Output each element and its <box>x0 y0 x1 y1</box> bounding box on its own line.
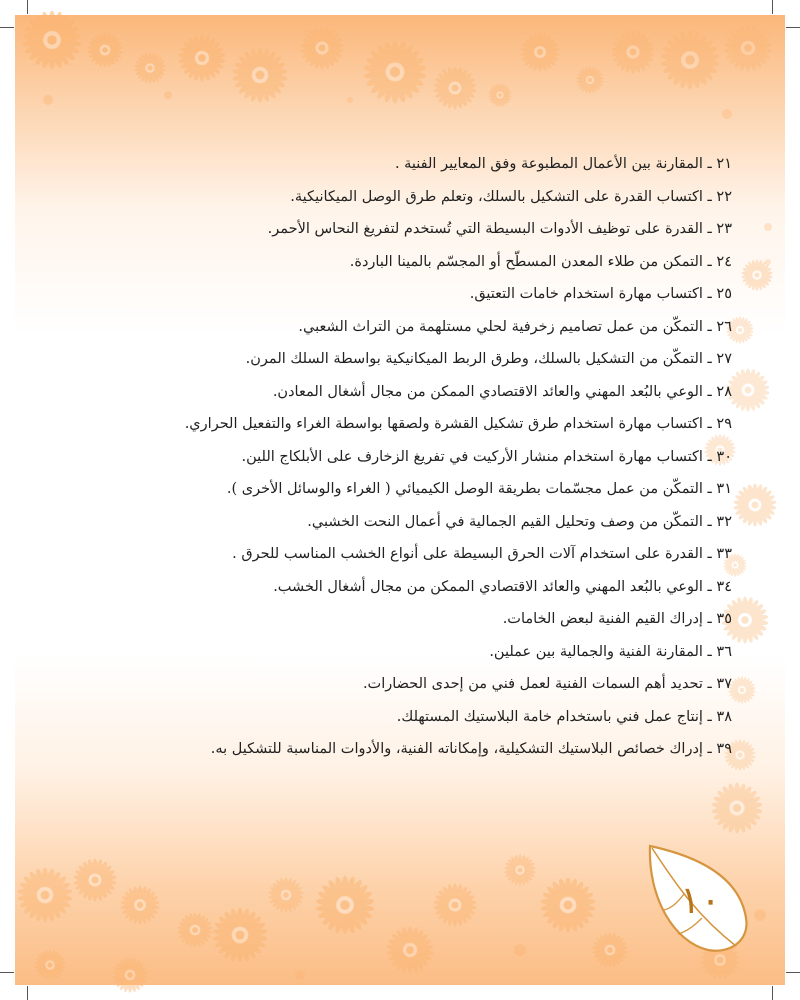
objective-number: ٢٣ <box>716 221 732 237</box>
flower-icon <box>724 24 771 71</box>
objective-number: ٣٧ <box>716 676 732 692</box>
objective-item: ٣٠ ـ اكتساب مهارة استخدام منشار الأركيت في تفريغ الزخارف على الأبلكاج اللين. <box>241 448 732 465</box>
objective-text: اكتساب مهارة استخدام طرق تشكيل القشرة ولصقها بواسطة الغراء والتفعيل الحراري. <box>184 416 703 432</box>
objective-number: ٣٠ <box>716 448 732 465</box>
flower-icon <box>120 885 159 924</box>
objective-text: المقارنة بين الأعمال المطبوعة وفق المعايير الفنية . <box>394 156 703 172</box>
flower-icon <box>17 868 72 923</box>
objective-item: ٢٦ ـ التمكّن من عمل تصاميم زخرفية لحلي مستلهمة من التراث الشعبي. <box>298 318 732 335</box>
flower-icon <box>433 883 476 926</box>
flower-icon <box>177 912 212 947</box>
objective-item: ٢٢ ـ اكتساب القدرة على التشكيل بالسلك، وتعلم طرق الوصل الميكانيكية. <box>290 188 732 205</box>
flower-icon <box>34 949 66 980</box>
objective-number: ٢٥ <box>716 286 732 302</box>
objective-item: ٢٥ ـ اكتساب مهارة استخدام خامات التعتيق. <box>469 286 732 302</box>
objective-text: إنتاج عمل فني باستخدام خامة البلاستيك المستهلك. <box>396 708 703 725</box>
objective-number: ٣١ <box>716 481 732 497</box>
objective-number: ٢١ <box>716 156 732 172</box>
objective-text: الوعي بالبُعد المهني والعائد الاقتصادي الممكن من مجال أشغال الخشب. <box>273 578 703 595</box>
objective-item: ٣٥ ـ إدراك القيم الفنية لبعض الخامات. <box>502 611 732 627</box>
objective-text: التمكّن من التشكيل بالسلك، وطرق الربط الميكانيكية بواسطة السلك المرن. <box>245 351 703 367</box>
flower-icon <box>660 31 719 90</box>
objective-item: ٣٧ ـ تحديد أهم السمات الفنية لعمل فني من إحدى الحضارات. <box>362 676 732 692</box>
objective-item: ٢٩ ـ اكتساب مهارة استخدام طرق تشكيل القشرة ولصقها بواسطة الغراء والتفعيل الحراري. <box>184 416 732 432</box>
objective-text: القدرة على توظيف الأدوات البسيطة التي تُستخدم لتفريغ النحاس الأحمر. <box>267 221 703 237</box>
objective-text: إدراك القيم الفنية لبعض الخامات. <box>502 611 703 627</box>
flower-icon <box>611 30 654 73</box>
objective-text: التمكّن من عمل تصاميم زخرفية لحلي مستلهمة من التراث الشعبي. <box>298 318 703 335</box>
objective-text: اكتساب مهارة استخدام منشار الأركيت في تفريغ الزخارف على الأبلكاج اللين. <box>241 448 703 465</box>
objective-text: التمكن من طلاء المعدن المسطّح أو المجسّم بالمينا الباردة. <box>349 253 703 270</box>
objective-number: ٢٢ <box>716 188 732 205</box>
objective-text: اكتساب القدرة على التشكيل بالسلك، وتعلم طرق الوصل الميكانيكية. <box>290 188 703 205</box>
flower-icon <box>711 783 762 834</box>
dot-decoration <box>347 97 353 103</box>
objective-text: اكتساب مهارة استخدام خامات التعتيق. <box>469 286 703 302</box>
flower-icon <box>22 11 81 70</box>
objective-item: ٣٦ ـ المقارنة الفنية والجمالية بين عملين. <box>489 643 732 660</box>
objective-item: ٢٧ ـ التمكّن من التشكيل بالسلك، وطرق الربط الميكانيكية بواسطة السلك المرن. <box>245 351 732 367</box>
objective-text: الوعي بالبُعد المهني والعائد الاقتصادي الممكن من مجال أشغال المعادن. <box>272 383 703 400</box>
objective-number: ٣٣ <box>716 546 732 562</box>
objective-item: ٣١ ـ التمكّن من عمل مجسّمات بطريقة الوصل الكيميائي ( الغراء والوسائل الأخرى ). <box>226 481 732 497</box>
flower-icon <box>112 957 147 992</box>
objective-item: ٣٩ ـ إدراك خصائص البلاستيك التشكيلية، وإمكاناته الفنية، والأدوات المناسبة للتشكيل به. <box>210 741 732 757</box>
flower-icon <box>726 368 769 411</box>
flower-icon <box>520 32 559 71</box>
objective-item: ٢٨ ـ الوعي بالبُعد المهني والعائد الاقتصادي الممكن من مجال أشغال المعادن. <box>272 383 732 400</box>
objective-number: ٢٨ <box>716 383 732 400</box>
flower-icon <box>178 34 225 81</box>
flower-icon <box>576 66 604 93</box>
objective-item: ٣٤ ـ الوعي بالبُعد المهني والعائد الاقتصادي الممكن من مجال أشغال الخشب. <box>273 578 732 595</box>
flower-icon <box>733 483 776 526</box>
objective-text: التمكّن من وصف وتحليل القيم الجمالية في أعمال النحت الخشبي. <box>307 513 703 530</box>
flower-icon <box>212 908 267 963</box>
flower-icon <box>433 66 476 109</box>
flower-icon <box>504 854 536 885</box>
dot-decoration <box>164 91 172 99</box>
objective-item: ٢١ ـ المقارنة بين الأعمال المطبوعة وفق المعايير الفنية . <box>394 156 732 172</box>
flower-icon <box>300 26 343 69</box>
dot-decoration <box>764 223 772 231</box>
objective-text: القدرة على استخدام آلات الحرق البسيطة على أنواع الخشب المناسب للحرق . <box>232 546 703 562</box>
objective-text: تحديد أهم السمات الفنية لعمل فني من إحدى الحضارات. <box>362 676 703 692</box>
flower-icon <box>232 48 287 103</box>
flower-icon <box>134 52 166 83</box>
objective-text: المقارنة الفنية والجمالية بين عملين. <box>489 643 703 660</box>
flower-icon <box>488 83 512 107</box>
page-number: ١٠ <box>680 878 721 922</box>
objective-text: التمكّن من عمل مجسّمات بطريقة الوصل الكيميائي ( الغراء والوسائل الأخرى ). <box>226 481 703 497</box>
objective-number: ٢٩ <box>716 416 732 432</box>
dot-decoration <box>765 259 771 265</box>
dot-decoration <box>295 970 305 980</box>
objective-number: ٢٦ <box>716 318 732 335</box>
dot-decoration <box>43 95 53 105</box>
objective-number: ٣٩ <box>716 741 732 757</box>
objective-number: ٣٤ <box>716 578 732 595</box>
dot-decoration <box>722 109 732 119</box>
flower-icon <box>540 878 595 933</box>
flower-icon <box>386 926 433 973</box>
objective-number: ٣٨ <box>716 708 732 725</box>
flower-icon <box>315 876 374 935</box>
objective-number: ٣٥ <box>716 611 732 627</box>
objective-number: ٢٧ <box>716 351 732 367</box>
objective-text: إدراك خصائص البلاستيك التشكيلية، وإمكاناته الفنية، والأدوات المناسبة للتشكيل به. <box>210 741 703 757</box>
flower-icon <box>728 676 756 703</box>
flower-icon <box>363 41 426 104</box>
objective-item: ٢٣ ـ القدرة على توظيف الأدوات البسيطة التي تُستخدم لتفريغ النحاس الأحمر. <box>267 221 732 237</box>
objectives-list <box>140 148 732 766</box>
objective-item: ٣٢ ـ التمكّن من وصف وتحليل القيم الجمالية في أعمال النحت الخشبي. <box>307 513 732 530</box>
objective-number: ٣٦ <box>716 643 732 660</box>
flower-icon <box>268 877 303 912</box>
objective-item: ٣٣ ـ القدرة على استخدام آلات الحرق البسيطة على أنواع الخشب المناسب للحرق . <box>232 546 732 562</box>
flower-icon <box>73 858 116 901</box>
flower-icon <box>87 32 122 67</box>
objective-number: ٢٤ <box>716 253 732 270</box>
objective-item: ٣٨ ـ إنتاج عمل فني باستخدام خامة البلاستيك المستهلك. <box>396 708 732 725</box>
objective-number: ٣٢ <box>716 513 732 530</box>
dot-decoration <box>514 944 526 956</box>
flower-icon <box>592 932 627 967</box>
objective-item: ٢٤ ـ التمكن من طلاء المعدن المسطّح أو المجسّم بالمينا الباردة. <box>349 253 732 270</box>
